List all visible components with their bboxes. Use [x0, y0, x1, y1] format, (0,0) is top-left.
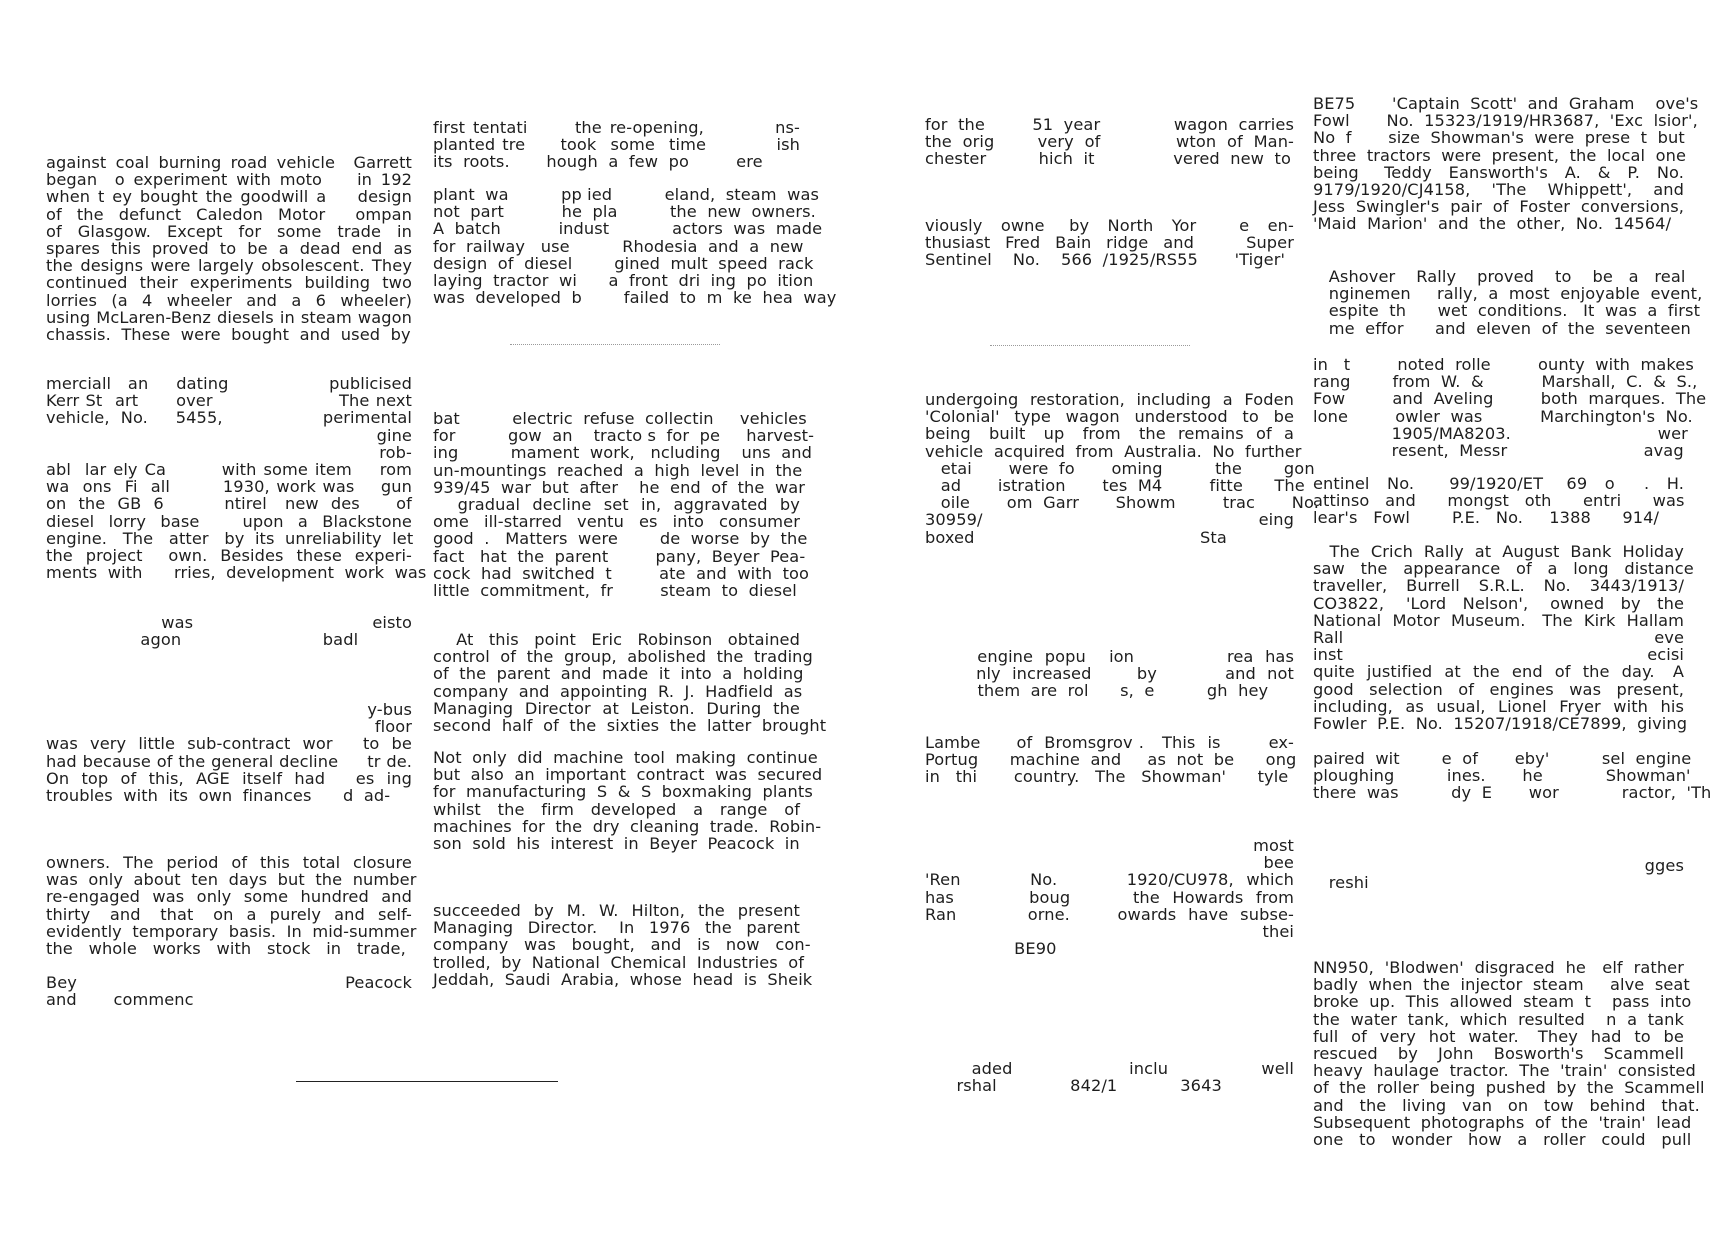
right-page [868, 0, 1736, 1240]
paragraph [925, 217, 1294, 269]
text-line: Jeddah, Saudi Arabia, whose head is Sheik [433, 969, 813, 989]
text-line: being built up from the remains of a [925, 424, 1294, 444]
text-line: good selection of engines was present, [1313, 679, 1684, 699]
text-line: saw the appearance of a long distance [1313, 559, 1694, 579]
paragraph [433, 901, 813, 989]
text-line: abl lar ely Ca with some item rom [46, 459, 412, 479]
text-line: and commenc [46, 990, 194, 1010]
text-line: was developed b failed to m ke hea way [433, 288, 837, 308]
text-line: ad istration tes M4 fitte The [925, 475, 1305, 495]
paragraph [925, 390, 1319, 547]
text-line: Lambe of Bromsgrov . This is ex- [925, 733, 1294, 752]
text-line: whilst the firm developed a range of [433, 799, 800, 819]
text-line: was only about ten days but the number [46, 870, 417, 890]
text-line: first tentati the re-opening, ns- [433, 118, 800, 137]
text-line: of the defunct Caledon Motor ompan [46, 204, 412, 224]
text-line: Managing Director. In 1976 the parent [433, 918, 800, 938]
text-line: full of very hot water. They had to be [1313, 1026, 1684, 1046]
text-line: little commitment, fr steam to diesel [433, 580, 797, 600]
text-line: for railway use Rhodesia and a new [433, 236, 804, 256]
text-line: lorries (a 4 wheeler and a 6 wheeler) [46, 290, 412, 310]
text-line: ploughing ines. he Showman' [1313, 766, 1691, 786]
text-line: thirty and that on a purely and self- [46, 904, 412, 924]
text-line: had because of the general decline tr de. [46, 751, 412, 771]
text-line: Ran orne. owards have subse- [925, 904, 1294, 924]
text-line: not part he pla the new owners. [433, 202, 816, 222]
paragraph [1313, 94, 1699, 234]
text-line: the designs were largely obsolescent. They [46, 256, 412, 276]
text-line: evidently temporary basis. In mid-summer [46, 921, 417, 941]
text-line: spares this proved to be a dead end as [46, 238, 412, 258]
text-line: BE90 [925, 939, 1057, 959]
text-line: in t noted rolle ounty with makes [1313, 355, 1694, 374]
text-line: Portug machine and as not be ong [925, 750, 1297, 770]
text-line: company was bought, and is now con- [433, 935, 811, 955]
text-line: ing mament work, ncluding uns and [433, 443, 812, 463]
text-line: bat electric refuse collectin vehicles [433, 409, 807, 428]
text-line: boxed Sta [925, 527, 1227, 547]
text-line: rang from W. & Marshall, C. & S., [1313, 372, 1698, 392]
text-line: wa ons Fi all 1930, work was gun [46, 477, 412, 497]
text-line: rshal 842/1 3643 [925, 1076, 1222, 1096]
text-line: 939/45 war but after he end of the war [433, 477, 806, 497]
text-line: nginemen rally, a most enjoyable event, [1313, 284, 1703, 304]
text-line: Subsequent photographs of the 'train' lead [1313, 1112, 1692, 1132]
text-line: me effor and eleven of the seventeen [1313, 318, 1691, 338]
text-line: for gow an tracto s for pe harvest- [433, 426, 815, 446]
paragraph [46, 974, 412, 1008]
text-line: Fowl No. 15323/1919/HR3687, 'Exc lsior', [1313, 111, 1698, 131]
text-line: its roots. hough a few po ere [433, 152, 763, 172]
text-line: reshi [1313, 873, 1369, 893]
paragraph [925, 116, 1294, 168]
section-divider [296, 1081, 558, 1082]
text-line: good . Matters were de worse by the [433, 529, 808, 549]
text-line: 'Maid Marion' and the other, No. 14564/ [1313, 214, 1672, 234]
text-line: aded inclu well [925, 1059, 1294, 1078]
faded-divider [510, 344, 720, 345]
text-line: Jess Swingler's pair of Foster conversions, [1313, 197, 1684, 217]
text-line: paired wit e of eby' sel engine [1313, 749, 1692, 768]
text-line: most [925, 836, 1294, 855]
text-line: etai were fo oming the gon [925, 458, 1315, 478]
text-line: was very little sub-contract wor to be [46, 734, 412, 754]
text-line: resent, Messr avag [1313, 440, 1684, 460]
text-line: cock had switched t ate and with too [433, 563, 810, 583]
paragraph [925, 648, 1294, 700]
text-line: Bey Peacock [46, 973, 412, 992]
text-line: succeeded by M. W. Hilton, the present [433, 901, 800, 920]
text-line: espite th wet conditions. It was a first [1313, 301, 1701, 321]
text-line: heavy haulage tractor. The 'train' consisted [1313, 1061, 1696, 1081]
text-line: chester hich it vered new to [925, 149, 1291, 169]
text-line: of the parent and made it into a holding [433, 664, 804, 684]
text-line: engine. The atter by its unreliability let [46, 528, 414, 548]
paragraph [925, 1060, 1294, 1094]
text-line: Fow and Aveling both marques. The [1313, 389, 1707, 409]
text-line: viously owne by North Yor e en- [925, 216, 1294, 235]
text-line: re-engaged was only some hundred and [46, 887, 412, 907]
text-line: National Motor Museum. The Kirk Hallam [1313, 610, 1684, 630]
text-line: oile om Garr Showm trac No. [925, 493, 1319, 513]
text-line: 'Colonial' type wagon understood to be [925, 407, 1294, 427]
text-line: Not only did machine tool making continue [433, 748, 818, 767]
text-line: attinso and mongst oth entri was [1313, 491, 1685, 511]
text-line: continued their experiments building two [46, 273, 412, 293]
text-line: troubles with its own finances d ad- [46, 785, 391, 805]
text-line: vehicle acquired from Australia. No further [925, 441, 1302, 461]
text-line: 30959/ eing [925, 510, 1294, 530]
text-line: company and appointing R. J. Hadfield as [433, 681, 803, 701]
text-line: inst ecisi [1313, 645, 1684, 665]
text-line: NN950, 'Blodwen' disgraced he elf rather [1313, 958, 1684, 977]
text-line: engine popu ion rea has [925, 647, 1294, 666]
text-line: laying tractor wi a front dri ing po ition [433, 270, 814, 290]
text-line: bee [925, 853, 1294, 873]
text-line: Rall eve [1313, 627, 1684, 647]
text-line: Managing Director at Leiston. During the [433, 698, 800, 718]
text-line: son sold his interest in Beyer Peacock in [433, 833, 800, 853]
text-line: undergoing restoration, including a Foden [925, 390, 1294, 409]
paragraph [925, 837, 1294, 957]
text-line: Sentinel No. 566 /1925/RS55 'Tiger' [925, 250, 1285, 270]
paragraph [46, 701, 412, 804]
paragraph [433, 409, 815, 600]
paragraph [46, 154, 412, 343]
text-line: the water tank, which resulted n a tank [1313, 1009, 1684, 1029]
text-line: 1905/MA8203. wer [1313, 423, 1688, 443]
text-line: lear's Fowl P.E. No. 1388 914/ [1313, 508, 1660, 528]
text-line: broke up. This allowed steam t pass into [1313, 992, 1692, 1012]
text-line: gine [46, 425, 412, 445]
text-line: of Glasgow. Except for some trade in [46, 221, 412, 241]
paragraph [1313, 355, 1707, 460]
text-line: was eisto [46, 613, 412, 632]
text-line: against coal burning road vehicle Garrett [46, 153, 412, 172]
text-line: three tractors were present, the local one [1313, 145, 1687, 165]
text-line: un-mountings reached a high level in the [433, 460, 803, 480]
text-line: traveller, Burrell S.R.L. No. 3443/1913/ [1313, 576, 1684, 596]
text-line: 'Ren No. 1920/CU978, which [925, 870, 1294, 890]
text-line: being Teddy Eansworth's A. & P. No. [1313, 162, 1684, 182]
text-line: fact hat the parent pany, Beyer Pea- [433, 546, 806, 566]
text-line: for manufacturing S & S boxmaking plants [433, 782, 813, 802]
text-line: y-bus [46, 700, 412, 719]
text-line: but also an important contract was secured [433, 765, 823, 785]
paragraph [46, 374, 427, 583]
text-line: second half of the sixties the latter brought [433, 715, 827, 735]
text-line: A batch indust actors was made [433, 219, 823, 239]
text-line: using McLaren-Benz diesels in steam wagon [46, 307, 412, 327]
paragraph [433, 748, 823, 853]
text-line: in thi country. The Showman' tyle [925, 767, 1289, 787]
text-line: BE75 'Captain Scott' and Graham ove's [1313, 94, 1699, 113]
text-line: began o experiment with moto in 192 [46, 170, 412, 190]
text-line: including, as usual, Lionel Fryer with his [1313, 696, 1684, 716]
text-line: planted tre took some time ish [433, 135, 800, 155]
paragraph [1313, 857, 1684, 891]
text-line: nly increased by and not [925, 664, 1294, 684]
faded-divider [990, 345, 1190, 346]
text-line: thusiast Fred Bain ridge and Super [925, 233, 1294, 253]
text-line: quite justified at the end of the day. A [1313, 662, 1684, 682]
text-line: No f size Showman's were prese t but [1313, 128, 1685, 148]
paragraph [433, 630, 827, 735]
text-line: trolled, by National Chemical Industries of [433, 952, 805, 972]
text-line: plant wa pp ied eland, steam was [433, 185, 820, 204]
text-line: when t ey bought the goodwill a design [46, 187, 412, 207]
text-line: one to wonder how a roller could pull [1313, 1129, 1692, 1149]
text-line: On top of this, AGE itself had es ing [46, 768, 412, 788]
paragraph [46, 614, 412, 648]
text-line: diesel lorry base upon a Blackstone [46, 511, 412, 531]
text-line: rob- [46, 442, 412, 462]
paragraph [1313, 475, 1684, 527]
paragraph [1313, 542, 1694, 733]
text-line: of the roller being pushed by the Scammell [1313, 1078, 1705, 1098]
text-line: chassis. These were bought and used by [46, 324, 411, 344]
text-line: and the living van on tow behind that. [1313, 1095, 1700, 1115]
text-line: them are rol s, e gh hey [925, 681, 1269, 701]
text-line: the project own. Besides these experi- [46, 545, 412, 565]
text-line: CO3822, 'Lord Nelson', owned by the [1313, 593, 1684, 613]
text-line: owners. The period of this total closure [46, 853, 412, 872]
paragraph [433, 185, 837, 308]
text-line: vehicle, No. 5455, perimental [46, 408, 412, 428]
text-line: thei [925, 921, 1294, 941]
text-line: floor [46, 717, 412, 737]
text-line: 9179/1920/CJ4158, 'The Whippett', and [1313, 179, 1684, 199]
paragraph [1313, 267, 1703, 338]
text-line: badly when the injector steam alve seat [1313, 975, 1690, 995]
text-line: rescued by John Bosworth's Scammell [1313, 1043, 1684, 1063]
text-line: design of diesel gined mult speed rack [433, 253, 814, 273]
text-line: agon badl [46, 630, 359, 650]
text-line: the orig very of wton of Man- [925, 132, 1294, 152]
text-line: lone owler was Marchington's No. [1313, 406, 1693, 426]
text-line: the whole works with stock in trade, [46, 938, 406, 958]
text-line: gradual decline set in, aggravated by [433, 494, 800, 514]
paragraph [46, 853, 417, 958]
text-line: Ashover Rally proved to be a real [1313, 267, 1686, 286]
text-line: machines for the dry cleaning trade. Robin- [433, 816, 822, 836]
paragraph [1313, 749, 1712, 803]
text-line: Kerr St art over The next [46, 391, 412, 411]
text-line: there was dy E wor ractor, 'Th [1313, 783, 1712, 803]
text-line: gges [1313, 856, 1684, 875]
text-line: The Crich Rally at August Bank Holiday [1313, 542, 1684, 561]
text-line: entinel No. 99/1920/ET 69 o . H. [1313, 474, 1684, 493]
text-line: control of the group, abolished the trading [433, 647, 813, 667]
text-line: Fowler P.E. No. 15207/1918/CE7899, giving [1313, 713, 1688, 733]
paragraph [1313, 958, 1705, 1149]
text-line: on the GB 6 ntirel new des of [46, 494, 412, 514]
text-line: has boug the Howards from [925, 887, 1294, 907]
text-line: ments with rries, development work was [46, 563, 427, 583]
text-line: merciall an dating publicised [46, 374, 412, 393]
paragraph [433, 119, 800, 171]
text-line: At this point Eric Robinson obtained [433, 630, 800, 649]
paragraph [925, 733, 1297, 787]
text-line: for the 51 year wagon carries [925, 115, 1294, 134]
text-line: ome ill-starred ventu es into consumer [433, 512, 800, 532]
